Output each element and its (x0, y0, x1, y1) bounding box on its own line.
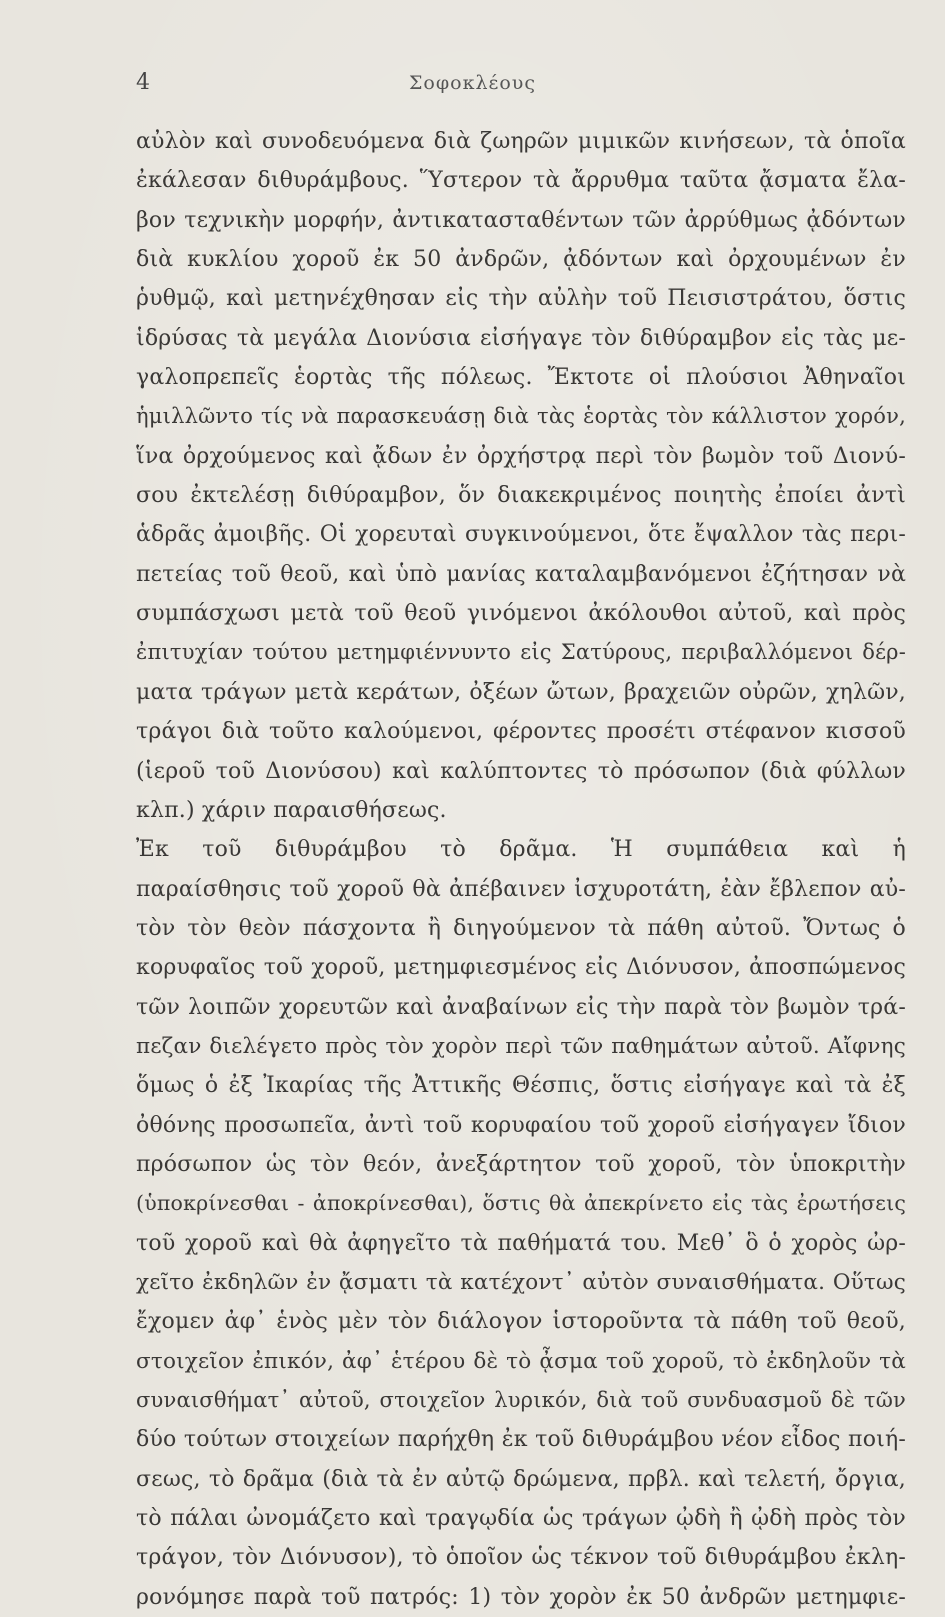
text-line: συμπάσχωσι μετὰ τοῦ θεοῦ γινόμενοι ἀκόλουθοι αὐτοῦ, καὶ πρὸς (136, 601, 906, 627)
text-line: ἡμιλλῶντο τίς νὰ παρασκευάσῃ διὰ τὰς ἑορτὰς τὸν κάλλιστον χορόν, (136, 404, 906, 429)
text-line: πετείας τοῦ θεοῦ, καὶ ὑπὸ μανίας καταλαμβανόμενοι ἐζήτησαν νὰ (136, 561, 906, 587)
text-line: ἱδρύσας τὰ μεγάλα Διονύσια εἰσήγαγε τὸν διθύραμβον εἰς τὰς με- (136, 325, 906, 351)
text-line: τοῦ χοροῦ καὶ θὰ ἀφηγεῖτο τὰ παθήματά του. Μεθ᾽ ὃ ὁ χορὸς ὠρ- (136, 1230, 906, 1256)
text-line: κλπ.) χάριν παραισθήσεως. (136, 797, 447, 823)
text-line: (ἱεροῦ τοῦ Διονύσου) καὶ καλύπτοντες τὸ πρόσωπον (διὰ φύλλων (136, 758, 906, 784)
text-line: κορυφαῖος τοῦ χοροῦ, μετημφιεσμένος εἰς Διόνυσον, ἀποσπώμενος (136, 955, 906, 981)
section-heading-line: Ἐκ τοῦ διθυράμβου τὸ δρᾶμα. Ἡ συμπάθεια καὶ ἡ (136, 837, 906, 863)
text-line: πεζαν διελέγετο πρὸς τὸν χορὸν περὶ τῶν παθημάτων αὐτοῦ. Αἴφνης (136, 1033, 906, 1059)
text-line: ῥυθμῷ, καὶ μετηνέχθησαν εἰς τὴν αὐλὴν τοῦ Πεισιστράτου, ὅστις (136, 286, 906, 312)
text-line: παραίσθησις τοῦ χοροῦ θὰ ἀπέβαινεν ἰσχυροτάτη, ἐὰν ἔβλεπον αὐ- (136, 876, 906, 902)
text-line: σου ἐκτελέσῃ διθύραμβον, ὅν διακεκριμένος ποιητὴς ἐποίει ἀντὶ (136, 483, 906, 509)
text-line: τὸν τὸν θεὸν πάσχοντα ἢ διηγούμενον τὰ πάθη αὐτοῦ. Ὄντως ὁ (136, 915, 906, 941)
text-line: τῶν λοιπῶν χορευτῶν καὶ ἀναβαίνων εἰς τὴν παρὰ τὸν βωμὸν τρά- (136, 994, 906, 1020)
text-line: ἵνα ὀρχούμενος καὶ ᾄδων ἐν ὀρχήστρᾳ περὶ τὸν βωμὸν τοῦ Διονύ- (136, 443, 906, 469)
text-line: στοιχεῖον ἐπικόν, ἀφ᾽ ἑτέρου δὲ τὸ ᾆσμα τοῦ χοροῦ, τὸ ἐκδηλοῦν τὰ (136, 1348, 906, 1374)
running-title: Σοφοκλέους (408, 72, 536, 94)
text-line: ἔχομεν ἀφ᾽ ἑνὸς μὲν τὸν διάλογον ἱστοροῦντα τὰ πάθη τοῦ θεοῦ, (136, 1309, 906, 1335)
text-line: αὐλὸν καὶ συνοδευόμενα διὰ ζωηρῶν μιμικῶν κινήσεων, τὰ ὁποῖα (136, 129, 906, 154)
text-line: τράγοι διὰ τοῦτο καλούμενοι, φέροντες προσέτι στέφανον κισσοῦ (136, 719, 906, 745)
body-text (136, 122, 906, 1617)
text-line: ἐπιτυχίαν τούτου μετημφιέννυντο εἰς Σατύρους, περιβαλλόμενοι δέρ- (136, 640, 906, 665)
text-line: πρόσωπον ὡς τὸν θεόν, ἀνεξάρτητον τοῦ χοροῦ, τὸν ὑποκριτὴν (136, 1151, 906, 1177)
text-line: σεως, τὸ δρᾶμα (διὰ τὰ ἐν αὐτῷ δρώμενα, πρβλ. καὶ τελετή, ὄργια, (136, 1466, 906, 1492)
text-line: συναισθήματ᾽ αὐτοῦ, στοιχεῖον λυρικόν, διὰ τοῦ συνδυασμοῦ δὲ τῶν (136, 1388, 906, 1412)
text-line: διὰ κυκλίου χοροῦ ἐκ 50 ἀνδρῶν, ᾀδόντων καὶ ὀρχουμένων ἐν (136, 247, 906, 273)
page-number: 4 (136, 70, 150, 95)
text-line: ὅμως ὁ ἐξ Ἰκαρίας τῆς Ἀττικῆς Θέσπις, ὅστις εἰσήγαγε καὶ τὰ ἐξ (136, 1073, 906, 1099)
text-line: ἁδρᾶς ἀμοιβῆς. Οἱ χορευταὶ συγκινούμενοι, ὅτε ἔψαλλον τὰς περι- (136, 522, 906, 548)
text-line: τὸ πάλαι ὠνομάζετο καὶ τραγῳδία ὡς τράγων ᾠδὴ ἢ ᾠδὴ πρὸς τὸν (136, 1506, 906, 1532)
running-head (0, 66, 945, 100)
text-line: (ὑποκρίνεσθαι - ἀποκρίνεσθαι), ὅστις θὰ ἀπεκρίνετο εἰς τὰς ἐρωτήσεις (136, 1191, 906, 1216)
text-line: τράγον, τὸν Διόνυσον), τὸ ὁποῖον ὡς τέκνον τοῦ διθυράμβου ἐκλη- (136, 1545, 906, 1571)
text-line: ὀθόνης προσωπεῖα, ἀντὶ τοῦ κορυφαίου τοῦ χοροῦ εἰσήγαγεν ἴδιον (136, 1112, 906, 1138)
text-line: ματα τράγων μετὰ κεράτων, ὀξέων ὤτων, βραχειῶν οὐρῶν, χηλῶν, (136, 679, 906, 705)
text-line: βον τεχνικὴν μορφήν, ἀντικατασταθέντων τῶν ἀρρύθμως ᾀδόντων (136, 207, 906, 233)
text-line: δύο τούτων στοιχείων παρήχθη ἐκ τοῦ διθυράμβου νέον εἶδος ποιή- (136, 1427, 906, 1453)
text-line: χεῖτο ἐκδηλῶν ἐν ᾄσματι τὰ κατέχοντ᾽ αὐτὸν συναισθήματα. Οὕτως (136, 1269, 906, 1295)
text-line: γαλοπρεπεῖς ἑορτὰς τῆς πόλεως. Ἔκτοτε οἱ πλούσιοι Ἀθηναῖοι (136, 365, 906, 391)
text-line: ρονόμησε παρὰ τοῦ πατρός: 1) τὸν χορὸν ἐκ 50 ἀνδρῶν μετημφιε- (136, 1584, 906, 1610)
text-line: ἐκάλεσαν διθυράμβους. Ὕστερον τὰ ἄρρυθμα ταῦτα ᾄσματα ἔλα- (136, 168, 906, 194)
